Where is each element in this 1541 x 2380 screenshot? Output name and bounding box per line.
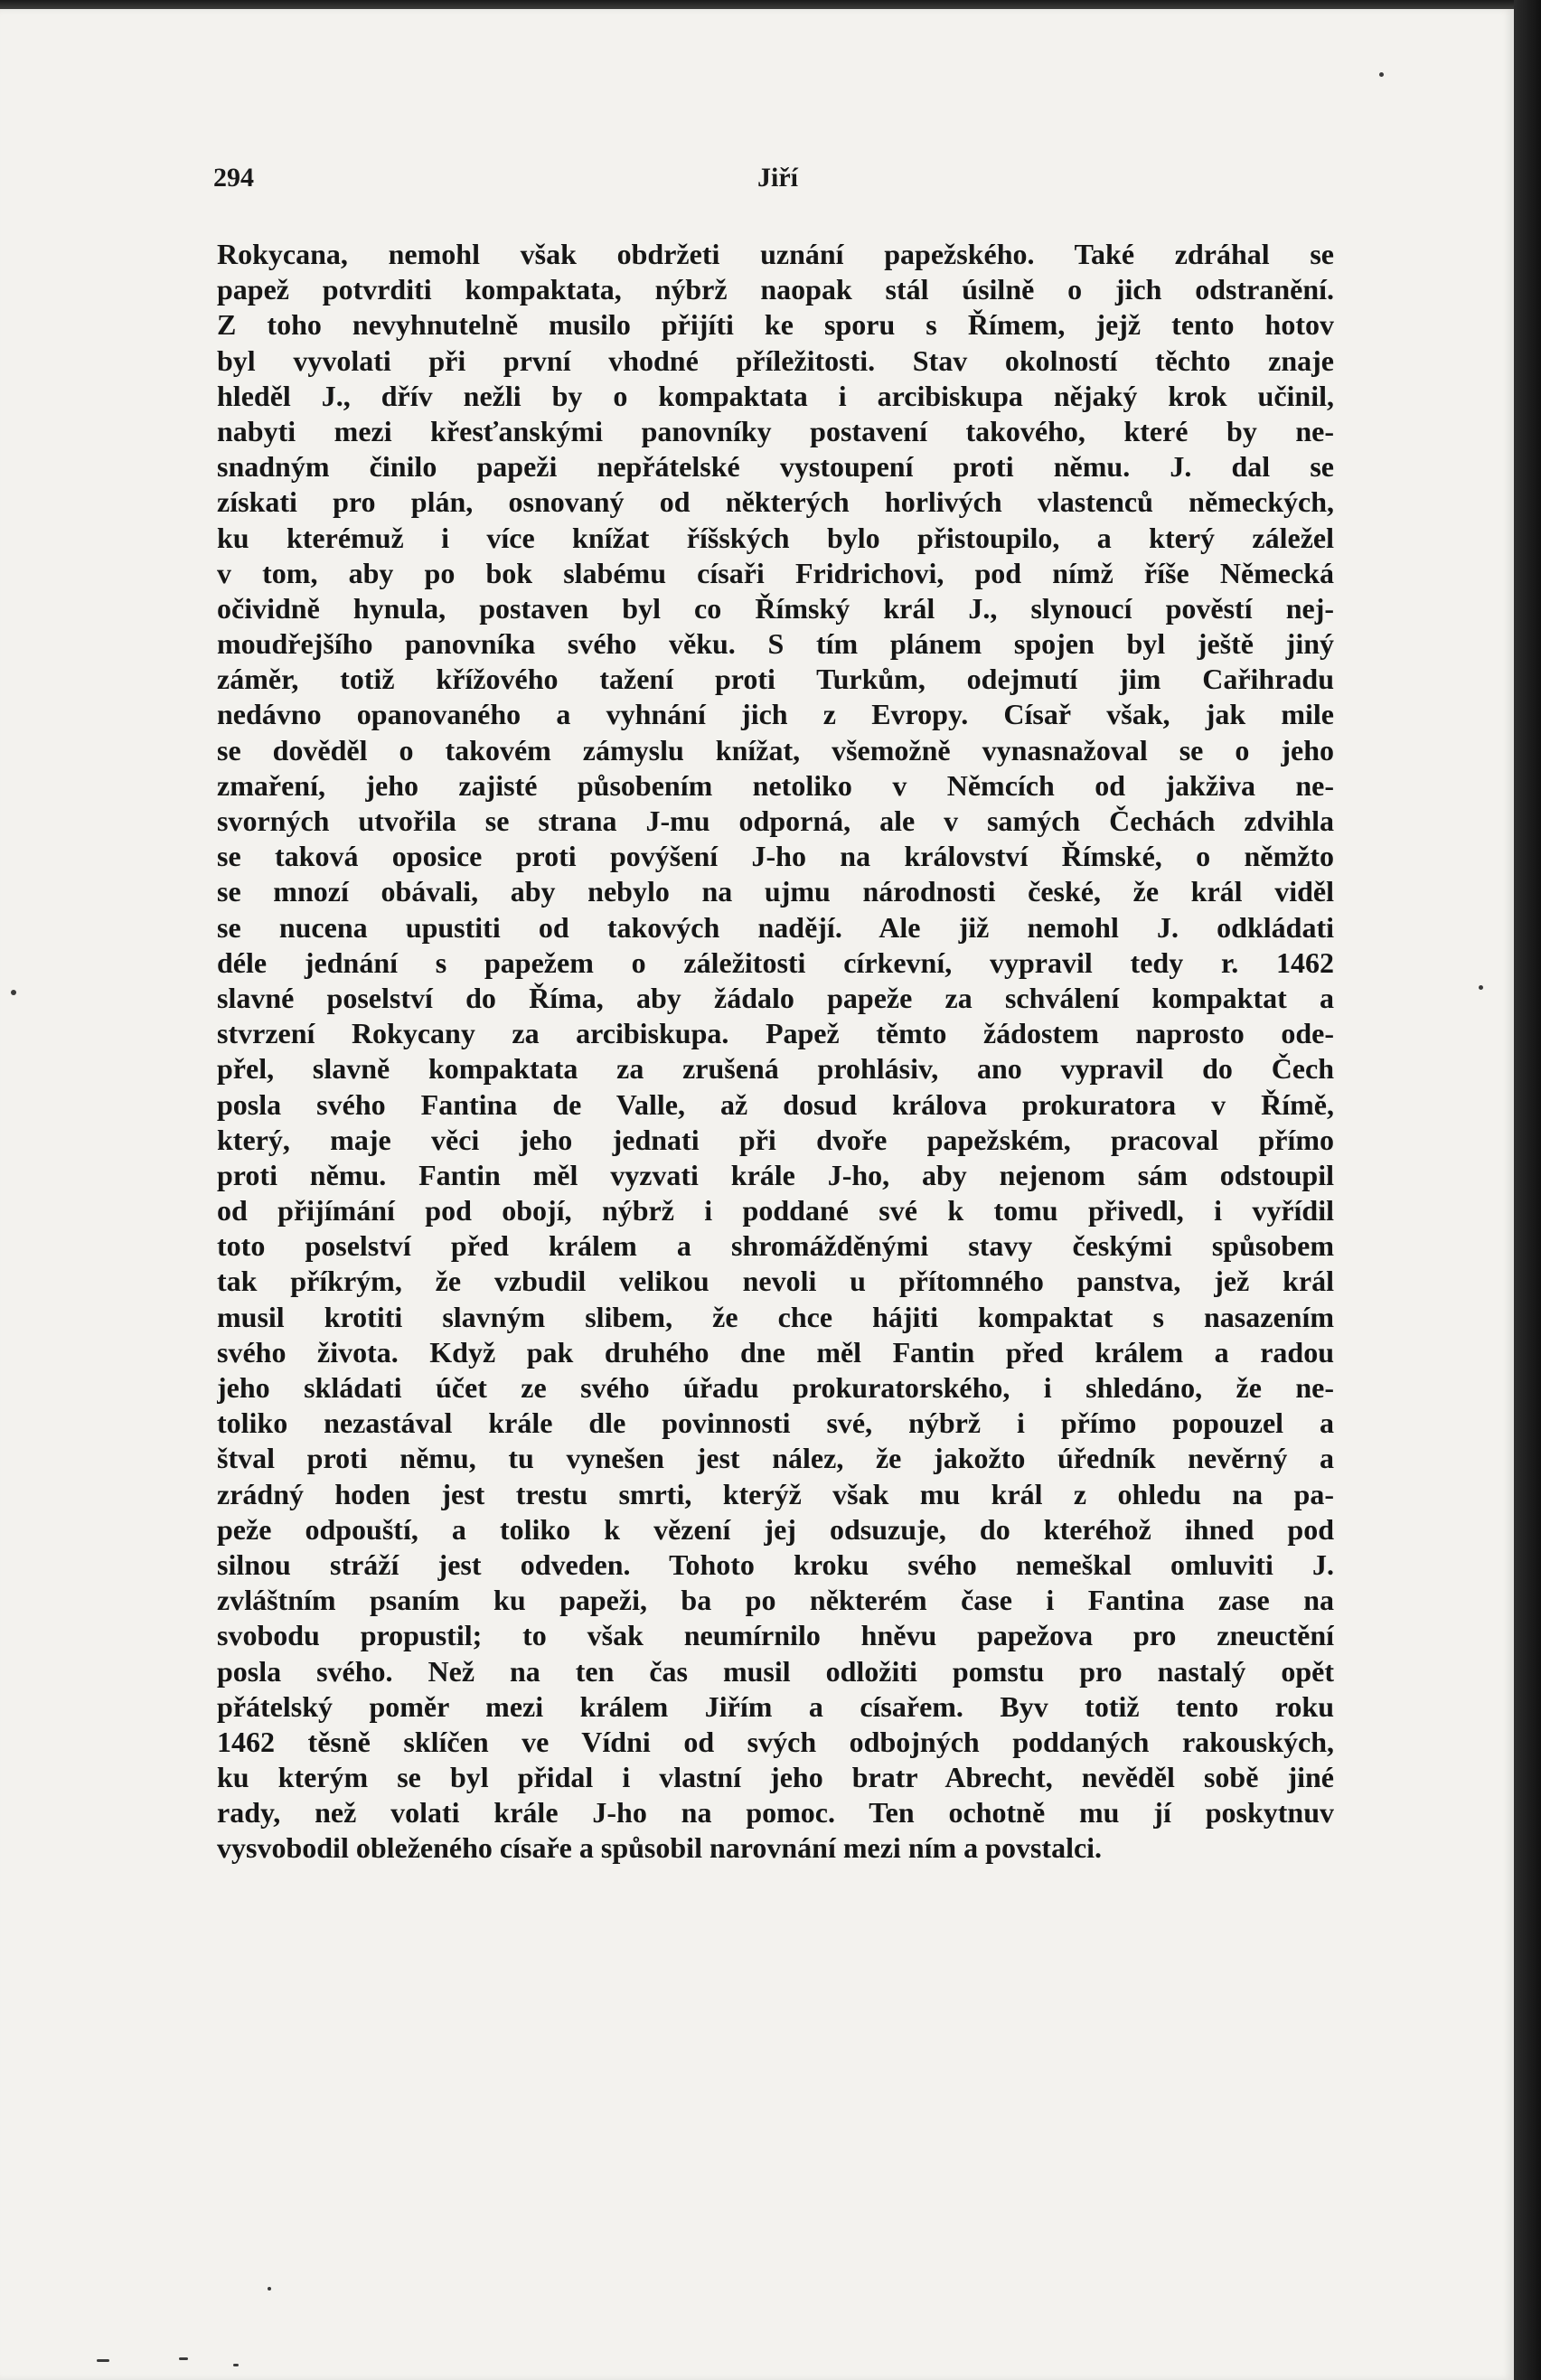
- text-line: rady, než volati krále J-ho na pomoc. Ten ochotně mu jí poskytnuv: [217, 1796, 1334, 1830]
- text-line: vysvobodil obleženého císaře a spůsobil narovnání mezi ním a povstalci.: [217, 1831, 1103, 1865]
- text-line: byl vyvolati při první vhodné příležitosti. Stav okolností těchto znaje: [217, 343, 1334, 377]
- text-line: ku kterémuž i více knížat říšských bylo přistoupilo, a který záležel: [217, 521, 1334, 554]
- scan-speck: [11, 990, 16, 995]
- text-line: moudřejšího panovníka svého věku. S tím plánem spojen byl ještě jiný: [217, 627, 1334, 661]
- page-number: 294: [213, 163, 254, 193]
- text-line: zrádný hoden jest trestu smrti, kterýž však mu král z ohledu na pa-: [217, 1477, 1334, 1510]
- text-line: se dověděl o takovém zámyslu knížat, všemožně vynasnažoval se o jeho: [217, 733, 1334, 767]
- page-header: [0, 163, 1514, 199]
- text-line: zmaření, jeho zajisté působením netoliko v Němcích od jakživa ne-: [217, 768, 1334, 802]
- scan-speck: [1479, 985, 1483, 990]
- scan-speck: [268, 2287, 271, 2291]
- text-line: toliko nezastával krále dle povinnosti své, nýbrž i přímo popouzel a: [217, 1406, 1334, 1440]
- scan-right-edge: [1514, 0, 1541, 2380]
- text-line: silnou stráží jest odveden. Tohoto kroku svého nemeškal omluviti J.: [217, 1547, 1334, 1581]
- text-line: ku kterým se byl přidal i vlastní jeho bratr Abrecht, nevěděl sobě jiné: [217, 1761, 1334, 1794]
- text-line: peže odpouští, a toliko k vězení jej odsuzuje, do kteréhož ihned pod: [217, 1512, 1334, 1546]
- text-line: jeho skládati účet ze svého úřadu prokuratorského, i shledáno, že ne-: [217, 1371, 1334, 1404]
- running-head: Jiří: [757, 163, 798, 193]
- text-line: snadným činilo papeži nepřátelské vystoupení proti němu. J. dal se: [217, 450, 1334, 484]
- text-line: déle jednání s papežem o záležitosti církevní, vypravil tedy r. 1462: [217, 945, 1334, 979]
- scan-speck: [179, 2357, 188, 2360]
- text-line: očividně hynula, postaven byl co Římský král J., slynoucí pověstí nej-: [217, 591, 1334, 625]
- text-line: se nucena upustiti od takových nadějí. Ale již nemohl J. odkládati: [217, 910, 1334, 944]
- text-line: posla svého. Než na ten čas musil odložiti pomstu pro nastalý opět: [217, 1654, 1334, 1688]
- text-line: se mnozí obávali, aby nebylo na ujmu národnosti české, že král viděl: [217, 875, 1334, 908]
- text-line: v tom, aby po bok slabému císaři Fridrichovi, pod nímž říše Německá: [217, 556, 1334, 589]
- text-line: papež potvrditi kompaktata, nýbrž naopak stál úsilně o jich odstranění.: [217, 273, 1334, 306]
- text-line: 1462 těsně sklíčen ve Vídni od svých odbojných poddaných rakouských,: [217, 1725, 1334, 1758]
- text-line: svobodu propustil; to však neumírnilo hněvu papežova pro zneuctění: [217, 1619, 1334, 1652]
- text-line: přel, slavně kompaktata za zrušená prohlásiv, ano vypravil do Čech: [217, 1052, 1334, 1086]
- text-line: se taková oposice proti povýšení J-ho na království Římské, o němžto: [217, 840, 1334, 873]
- text-line: Z toho nevyhnutelně musilo přijíti ke sporu s Římem, jejž tento hotov: [217, 308, 1334, 342]
- text-line: zvláštním psaním ku papeži, ba po některém čase i Fantina zase na: [217, 1584, 1334, 1617]
- text-line: nedávno opanovaného a vyhnání jich z Evropy. Císař však, jak mile: [217, 698, 1334, 731]
- text-line: svorných utvořila se strana J-mu odporná, ale v samých Čechách zdvihla: [217, 804, 1334, 837]
- text-line: musil krotiti slavným slibem, že chce hájiti kompaktat s nasazením: [217, 1300, 1334, 1333]
- scan-speck: [233, 2364, 239, 2366]
- scan-speck: [1379, 72, 1384, 77]
- text-line: štval proti němu, tu vynešen jest nález, že jakožto úředník nevěrný a: [217, 1442, 1334, 1475]
- text-line: toto poselství před králem a shromážděnými stavy českými spůsobem: [217, 1229, 1334, 1263]
- body-text: [217, 237, 1334, 1867]
- text-line: od přijímání pod obojí, nýbrž i poddané své k tomu přivedl, i vyřídil: [217, 1194, 1334, 1228]
- text-line: proti němu. Fantin měl vyzvati krále J-ho, aby nejenom sám odstoupil: [217, 1158, 1334, 1191]
- text-line: tak příkrým, že vzbudil velikou nevoli u přítomného panstva, jež král: [217, 1265, 1334, 1298]
- text-line: svého života. Když pak druhého dne měl Fantin před králem a radou: [217, 1335, 1334, 1369]
- text-line: přátelský poměr mezi králem Jiřím a císařem. Byv totiž tento roku: [217, 1689, 1334, 1723]
- text-line: záměr, totiž křížového tažení proti Turkům, odejmutí jim Cařihradu: [217, 663, 1334, 696]
- book-page: [0, 9, 1514, 2380]
- text-line: nabyti mezi křesťanskými panovníky postavení takového, které by ne-: [217, 414, 1334, 447]
- text-line: stvrzení Rokycany za arcibiskupa. Papež těmto žádostem naprosto ode-: [217, 1017, 1334, 1050]
- scan-speck: [97, 2359, 109, 2362]
- text-line: Rokycana, nemohl však obdržeti uznání papežského. Také zdráhal se: [217, 238, 1334, 270]
- text-line: slavné poselství do Říma, aby žádalo papeže za schválení kompaktat a: [217, 981, 1334, 1014]
- text-line: získati pro plán, osnovaný od některých horlivých vlastenců německých,: [217, 485, 1334, 519]
- text-line: hleděl J., dřív nežli by o kompaktata i arcibiskupa nějaký krok učinil,: [217, 379, 1334, 412]
- text-line: posla svého Fantina de Valle, až dosud králova prokuratora v Římě,: [217, 1087, 1334, 1121]
- text-line: který, maje věci jeho jednati při dvoře papežském, pracoval přímo: [217, 1123, 1334, 1156]
